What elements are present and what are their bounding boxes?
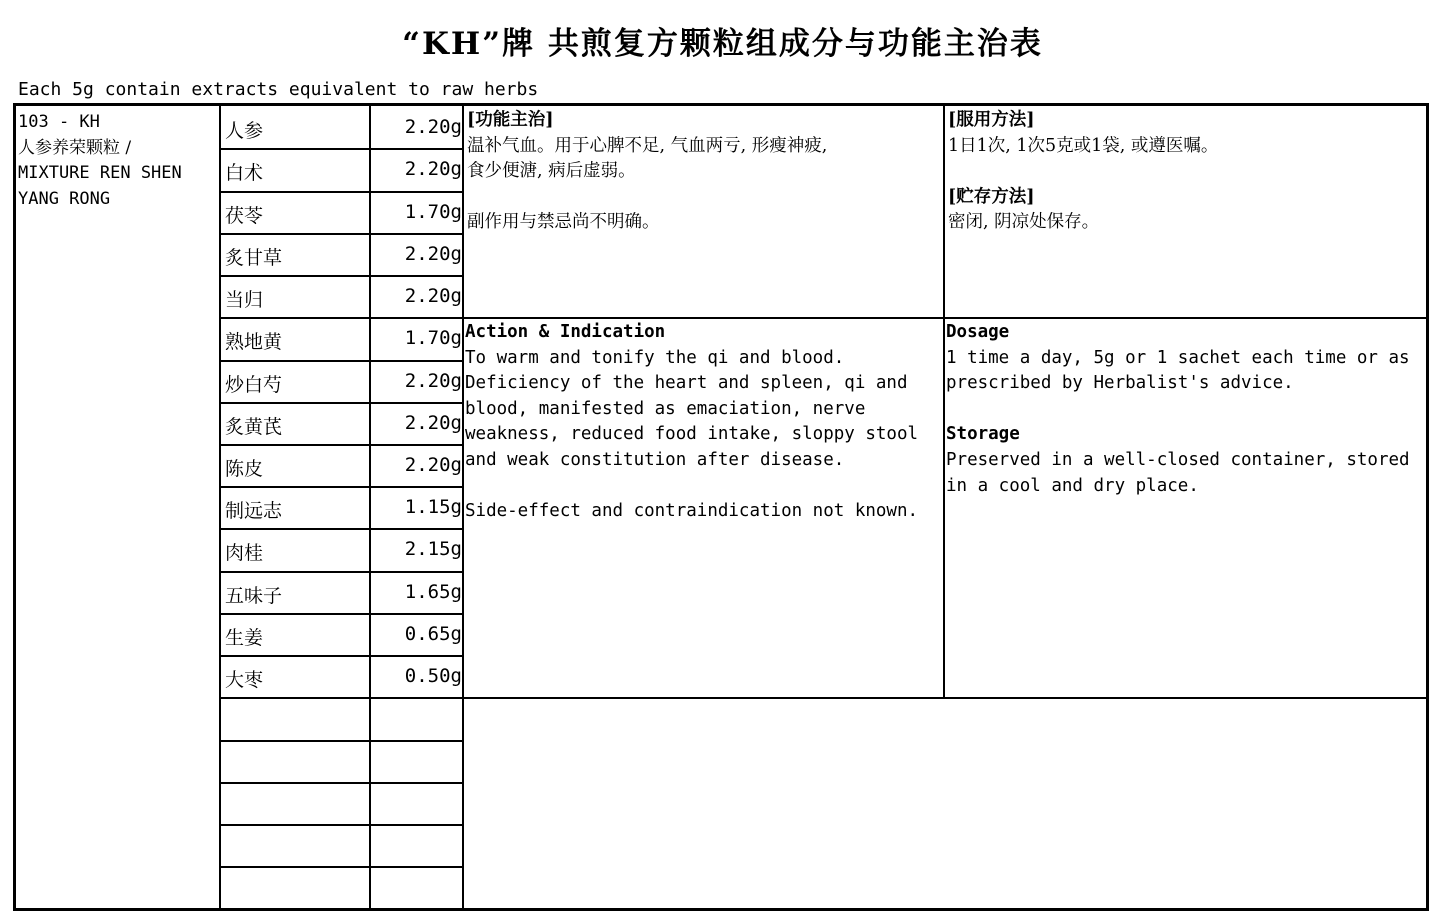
usage-cn-heading: [服用方法]: [948, 110, 1035, 130]
storage-heading: Storage: [946, 424, 1020, 445]
usage-cn-text: 1日1次, 1次5克或1袋, 或遵医嘱。: [948, 135, 1219, 156]
herb-name: 白术: [225, 162, 264, 184]
product-code: 103 - KH: [18, 112, 100, 132]
dosage-text: prescribed by Herbalist's advice.: [946, 373, 1294, 394]
herb-amount: 2.20g: [404, 285, 462, 307]
herb-amount: 2.20g: [404, 370, 462, 392]
herb-name: 茯苓: [225, 205, 264, 227]
herb-amount: 1.70g: [404, 201, 462, 223]
herb-name: 陈皮: [225, 458, 264, 480]
row-line: [219, 824, 462, 826]
herb-name: 人参: [225, 120, 264, 142]
product-cell: [18, 110, 218, 212]
row-line: [219, 528, 462, 530]
row-line: [219, 444, 462, 446]
row-line: [219, 740, 462, 742]
indication-en-text: Deficiency of the heart and spleen, qi and: [465, 373, 908, 394]
subtitle: Each 5g contain extracts equivalent to raw herbs: [18, 79, 539, 100]
indication-en-heading: Action & Indication: [465, 322, 666, 342]
herb-amount: 1.15g: [404, 496, 462, 518]
storage-text: in a cool and dry place.: [946, 475, 1199, 496]
storage-text: Preserved in a well-closed container, stored: [946, 449, 1410, 470]
page-title: “KH”牌 共煎复方颗粒组成分与功能主治表: [402, 26, 1043, 62]
divider-cn-en: [462, 317, 1426, 319]
herb-amount: 2.20g: [404, 454, 462, 476]
herb-name: 炙甘草: [225, 247, 283, 269]
storage-cn-heading: [贮存方法]: [948, 186, 1035, 207]
herb-name: 炒白芍: [225, 374, 283, 396]
row-line: [219, 275, 462, 277]
indication-en-cell: [465, 320, 918, 525]
herb-amount: 2.20g: [404, 158, 462, 180]
divider-amount-info: [462, 106, 464, 908]
indication-en-text: To warm and tonify the qi and blood.: [465, 347, 845, 368]
composition-table: [13, 103, 1429, 911]
divider-info-bottom: [462, 697, 1426, 699]
dosage-text: 1 time a day, 5g or 1 sachet each time or as: [946, 347, 1410, 368]
herb-name: 大枣: [225, 669, 264, 691]
row-line: [219, 148, 462, 150]
herb-amount: 1.65g: [404, 581, 462, 603]
row-line: [219, 191, 462, 193]
side-effect-en: Side-effect and contraindication not known.: [465, 501, 919, 522]
row-line: [219, 782, 462, 784]
herb-amount: 2.20g: [404, 243, 462, 265]
divider-product-herbs: [219, 106, 221, 908]
product-name-cn: 人参养荣颗粒 /: [18, 137, 132, 158]
herb-name: 制远志: [225, 500, 283, 522]
herb-amount: 2.20g: [404, 412, 462, 434]
row-line: [219, 360, 462, 362]
usage-cn-cell: [948, 108, 1218, 236]
indication-cn-text: 温补气血。用于心脾不足, 气血两亏, 形瘦神疲,: [467, 135, 828, 156]
row-line: [219, 655, 462, 657]
herb-amount: 1.70g: [404, 327, 462, 349]
row-line: [219, 613, 462, 615]
herb-name: 炙黄芪: [225, 416, 283, 438]
divider-info-usage: [943, 106, 945, 697]
row-line: [219, 866, 462, 868]
dosage-heading: Dosage: [946, 322, 1010, 342]
indication-cn-heading: [功能主治]: [467, 110, 554, 130]
herb-name: 五味子: [225, 585, 283, 607]
herb-amount: 2.15g: [404, 538, 462, 560]
row-line: [219, 571, 462, 573]
storage-cn-text: 密闭, 阴凉处保存。: [948, 212, 1100, 233]
side-effect-cn: 副作用与禁忌尚不明确。: [467, 212, 660, 233]
herb-name: 生姜: [225, 627, 264, 649]
indication-cn-text: 食少便溏, 病后虚弱。: [467, 161, 636, 182]
row-line: [219, 697, 462, 699]
herb-name: 熟地黄: [225, 331, 283, 353]
herb-amount: 0.65g: [404, 623, 462, 645]
product-name-en: MIXTURE REN SHEN: [18, 163, 182, 183]
herb-name: 当归: [225, 289, 264, 311]
herb-name: 肉桂: [225, 542, 264, 564]
usage-en-cell: [946, 320, 1410, 499]
row-line: [219, 402, 462, 404]
product-name-en: YANG RONG: [18, 188, 111, 209]
indication-en-text: weakness, reduced food intake, sloppy stool: [465, 424, 919, 445]
indication-en-text: blood, manifested as emaciation, nerve: [465, 398, 866, 419]
row-line: [219, 317, 462, 319]
row-line: [219, 486, 462, 488]
herb-amount: 0.50g: [404, 665, 462, 687]
indication-en-text: and weak constitution after disease.: [465, 449, 845, 470]
herb-amount: 2.20g: [404, 116, 462, 138]
indication-cn-cell: [467, 108, 827, 236]
row-line: [219, 233, 462, 235]
